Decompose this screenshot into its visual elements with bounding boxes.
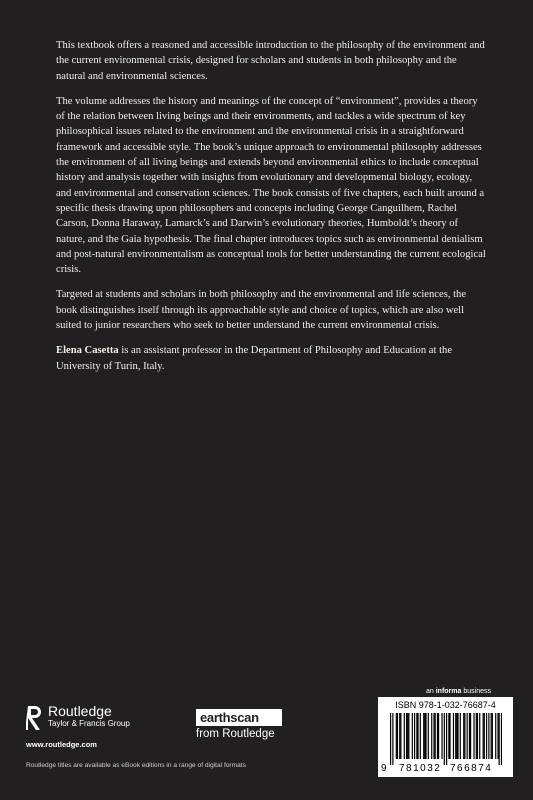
barcode-bar: [449, 713, 450, 759]
routledge-r-logo-icon: [26, 704, 42, 732]
informa-brand: informa: [435, 688, 462, 695]
barcode-bar: [444, 713, 445, 765]
barcode-bar: [488, 713, 489, 759]
ean13-barcode-icon: [390, 713, 502, 765]
informa-suffix: business: [461, 688, 491, 695]
barcode-bar: [435, 713, 436, 759]
imprint-from: from Routledge: [196, 728, 275, 740]
barcode-bar: [491, 713, 492, 759]
barcode-bar: [483, 713, 484, 759]
barcode-bar: [477, 713, 478, 759]
barcode-digits-left: 781032: [399, 763, 442, 774]
barcode-bar: [456, 713, 457, 759]
barcode-bar: [467, 713, 468, 759]
isbn-barcode-block: [378, 697, 513, 777]
publisher-name: Routledge: [48, 703, 112, 719]
barcode-bar: [414, 713, 415, 759]
ebook-note: Routledge titles are available as eBook editions in a range of digital formats: [26, 762, 246, 769]
imprint-name: earthscan: [196, 709, 282, 726]
barcode-bar: [431, 713, 432, 759]
barcode-bar: [448, 713, 449, 759]
barcode-bar: [397, 713, 398, 759]
author-bio-text: is an assistant professor in the Department of Philosophy and Education at the University of Turin, Italy.: [56, 345, 453, 372]
barcode-bar: [460, 713, 461, 759]
barcode-digits-right: 766874: [450, 763, 493, 774]
barcode-bar: [437, 713, 438, 759]
barcode-bar: [400, 713, 401, 759]
barcode-bar: [441, 713, 442, 759]
barcode-bar: [392, 713, 393, 765]
barcode-bar: [406, 713, 407, 759]
barcode-bar: [424, 713, 425, 759]
barcode-bar: [438, 713, 439, 759]
barcode-bar: [501, 713, 502, 765]
blurb-paragraph-3: Targeted at students and scholars in both philosophy and the environmental and life sciences, the book distinguishes itself through its approachable style and choice of topics, which are also well suited to junior researchers who seek to better understand the current environmental crisis.: [56, 289, 467, 332]
barcode-bar: [497, 713, 498, 759]
barcode-bar: [407, 713, 408, 759]
barcode-bar: [404, 713, 405, 759]
barcode-bar: [479, 713, 480, 759]
barcode-bar: [420, 713, 421, 759]
barcode-bar: [408, 713, 409, 759]
barcode-bar: [416, 713, 417, 759]
author-name: Elena Casetta: [56, 345, 119, 357]
barcode-bar: [457, 713, 458, 759]
barcode-bar: [463, 713, 464, 759]
barcode-bar: [470, 713, 471, 759]
publisher-subtitle: Taylor & Francis Group: [48, 719, 130, 728]
barcode-bar: [486, 713, 487, 759]
barcode-bar: [476, 713, 477, 759]
barcode-bar: [396, 713, 397, 759]
back-cover-blurb: [56, 38, 488, 384]
barcode-bar: [446, 713, 447, 765]
isbn-number: ISBN 978-1-032-76687-4: [395, 700, 496, 710]
informa-tagline: [426, 688, 491, 695]
barcode-bar: [455, 713, 456, 759]
publisher-url: www.routledge.com: [26, 740, 97, 749]
barcode-bar: [473, 713, 474, 759]
author-bio: [56, 343, 488, 374]
informa-prefix: an: [426, 688, 436, 695]
barcode-bar: [499, 713, 500, 765]
publisher-logo: [26, 704, 130, 734]
barcode-bar: [495, 713, 496, 759]
barcode-bar: [417, 713, 418, 759]
barcode-bar: [390, 713, 391, 765]
barcode-bar: [464, 713, 465, 759]
barcode-bar: [433, 713, 434, 759]
barcode-digit-first: 9: [381, 763, 389, 774]
blurb-paragraph-2: The volume addresses the history and meanings of the concept of “environment”, provides a theory of the relation between living beings and their environments, and tackles a wide spectrum of key philosophical issues related to the environment and the environmental crisis in a straightforward framework and accessible style. The book’s unique approach to environmental philosophy addresses the environment of all living beings and extends beyond environmental ethics to include conceptual history and analysis together with insights from evolutionary and developmental biology, ecology, and environmental and conservation sciences. The book consists of five chapters, each built around a specific thesis drawing upon philosophers and concepts including George Canguilhem, Rachel Carson, Donna Haraway, Lamarck’s and Darwin’s evolutionary theories, Humboldt’s theory of nature, and the Gaia hypothesis. The final chapter introduces topics such as environmental denialism and post-natural environmentalism as conceptual tools for better understanding the current ecological crisis.: [56, 95, 486, 276]
barcode-bar: [428, 713, 429, 759]
barcode-bar: [453, 713, 454, 759]
barcode-bar: [425, 713, 426, 759]
barcode-bar: [492, 713, 493, 759]
imprint-logo: [196, 709, 292, 740]
barcode-bar: [484, 713, 485, 759]
barcode-bar: [399, 713, 400, 759]
barcode-bar: [423, 713, 424, 759]
blurb-paragraph-1: This textbook offers a reasoned and accessible introduction to the philosophy of the environment and the current environmental crisis, designed for scholars and students in both philosophy and the natural and environmental sciences.: [56, 40, 485, 82]
barcode-bar: [412, 713, 413, 759]
barcode-bar: [469, 713, 470, 759]
